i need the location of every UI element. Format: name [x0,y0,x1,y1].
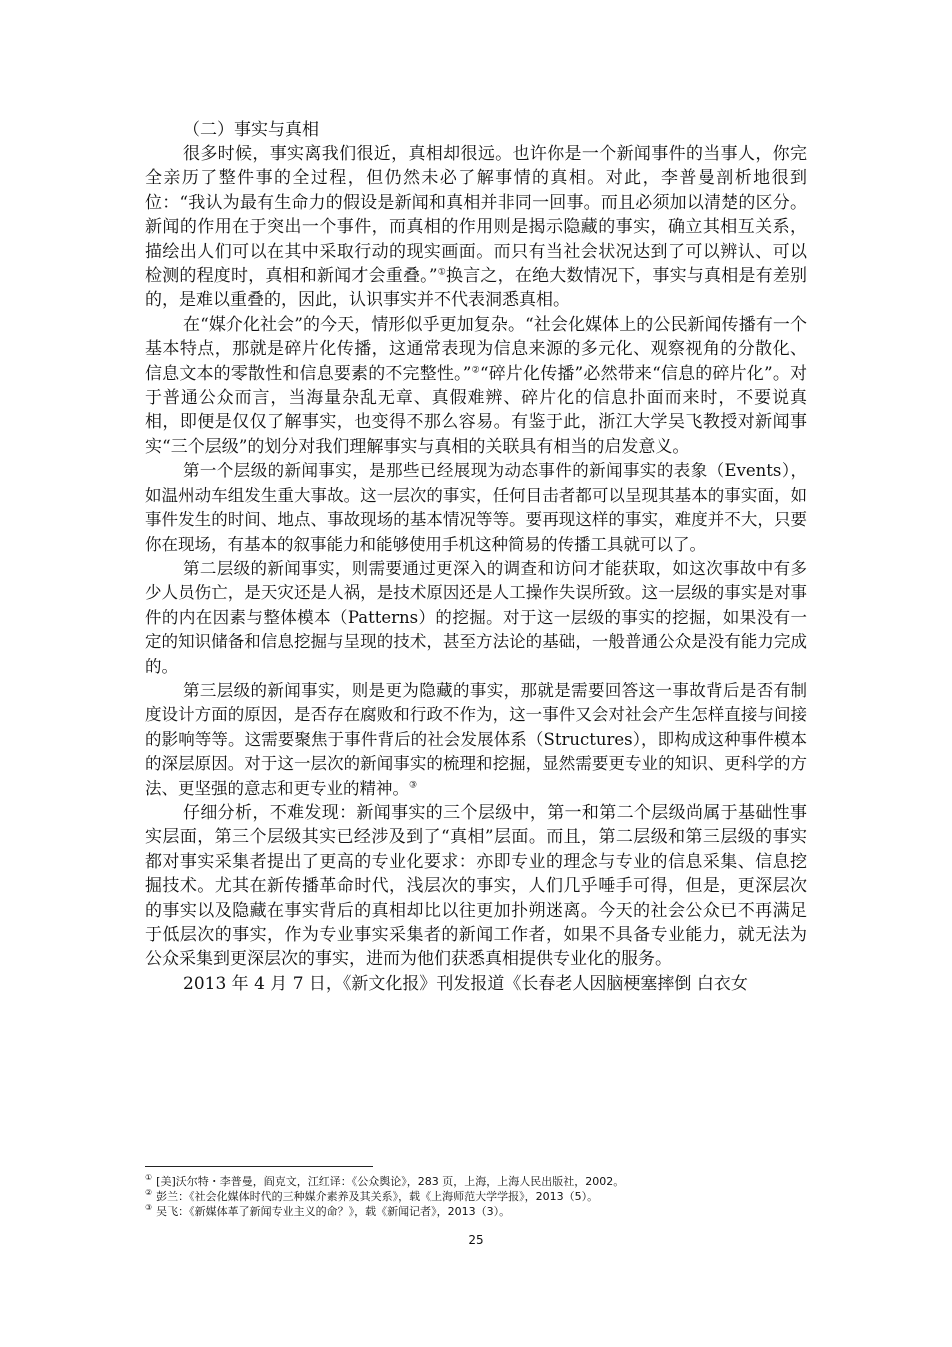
paragraph-text: 第一个层级的新闻事实，是那些已经展现为动态事件的新闻事实的表象（Events），如温州动车组发生重大事故。这一层次的事实，任何目击者都可以呈现其基本的事实面，如事件发生的时间、地点、事故现场的基本情况等等。要再现这样的事实，难度并不大，只要你在现场，有基本的叙事能力和能够使用手机这种简易的传播工具就可以了。 [145,461,807,554]
paragraph-text: 第二层级的新闻事实，则需要通过更深入的调查和访问才能获取，如这次事故中有多少人员伤亡，是天灾还是人祸，是技术原因还是人工操作失误所致。这一层级的事实是对事件的内在因素与整体模本（Patterns）的挖掘。对于这一层级的事实的挖掘，如果没有一定的知识储备和信息挖掘与呈现的技术，甚至方法论的基础，一般普通公众是没有能力完成的。 [145,558,807,676]
paragraph-truth-vs-news [145,142,807,313]
paragraph-text: 很多时候，事实离我们很近，真相却很远。也许你是一个新闻事件的当事人，你完全亲历了整件事的全过程，但仍然未必了解事情的真相。对此，李普曼剖析地很到位：“我认为最有生命力的假设是新闻和真相并非同一回事。而且必须加以清楚的区分。新闻的作用在于突出一个事件，而真相的作用则是揭示隐藏的事实，确立其相互关系，描绘出人们可以在其中采取行动的现实画面。而只有当社会状况达到了可以辨认、可以检测的程度时，真相和新闻才会重叠。” [145,144,807,287]
footnote-1 [145,1174,807,1189]
footnote-mark: ② [145,1188,153,1198]
footnote-mark: ③ [145,1203,153,1213]
paragraph-text-after: 换言之，在绝大数情况下，事实与真相是有差别的，是难以重叠的，因此，认识事实并不代表洞悉真相。 [145,266,807,311]
footnote-3 [145,1204,807,1219]
footnote-text: [美]沃尔特・李普曼，阎克文，江红译：《公众舆论》，283 页，上海，上海人民出版社，2002。 [156,1175,625,1188]
footnotes [145,1174,807,1219]
footnote-text: 彭兰：《社会化媒体时代的三种媒介素养及其关系》，载《上海师范大学学报》，2013（5）。 [156,1190,599,1203]
paragraph-text: 在“媒介化社会”的今天，情形似乎更加复杂。“社会化媒体上的公民新闻传播有一个基本特点，那就是碎片化传播，这通常表现为信息来源的多元化、观察视角的分散化、信息文本的零散性和信息要素的不完整性。” [145,314,807,384]
body-text [145,118,807,996]
paragraph-first-level [145,459,807,557]
paragraph-text: 2013 年 4 月 7 日，《新文化报》刊发报道《长春老人因脑梗塞摔倒 白衣女 [183,973,748,994]
section-heading: （二）事实与真相 [183,120,319,140]
footnote-ref-3[interactable]: ③ [409,780,418,791]
paragraph-fragmentation [145,313,807,459]
page-number: 25 [468,1233,484,1247]
footnote-2 [145,1189,807,1204]
footnote-mark: ① [145,1173,153,1183]
paragraph-second-level [145,557,807,679]
footnote-separator [145,1166,373,1167]
paragraph-case-intro [145,972,807,996]
paragraph-text: 第三层级的新闻事实，则是更为隐藏的事实，那就是需要回答这一事故背后是否有制度设计方面的原因，是否存在腐败和行政不作为，这一事件又会对社会产生怎样直接与间接的影响等等。这需要聚焦于事件背后的社会发展体系（Structures），即构成这种事件模本的深层原因。对于这一层次的新闻事实的梳理和挖掘，显然需要更专业的知识、更科学的方法、更坚强的意志和更专业的精神。 [145,680,807,798]
footnote-ref-1[interactable]: ① [437,267,447,278]
footnote-ref-2[interactable]: ② [471,365,480,375]
footnote-text: 吴飞：《新媒体革了新闻专业主义的命？》，载《新闻记者》，2013（3）。 [156,1205,511,1218]
paragraph-text: 仔细分析，不难发现：新闻事实的三个层级中，第一和第二个层级尚属于基础性事实层面，第三个层级其实已经涉及到了“真相”层面。而且，第二层级和第三层级的事实都对事实采集者提出了更高的专业化要求：亦即专业的理念与专业的信息采集、信息挖掘技术。尤其在新传播革命时代，浅层次的事实，人们几乎唾手可得，但是，更深层次的事实以及隐藏在事实背后的真相却比以往更加扑朔迷离。今天的社会公众已不再满足于低层次的事实，作为专业事实采集者的新闻工作者，如果不具备专业能力，就无法为公众采集到更深层次的事实，进而为他们获悉真相提供专业化的服务。 [145,802,807,970]
paragraph-analysis [145,801,807,972]
paragraph-text-after: “碎片化传播”必然带来“信息的碎片化”。对于普通公众而言，当海量杂乱无章、真假难辨、碎片化的信息扑面而来时，不要说真相，即便是仅仅了解事实，也变得不那么容易。有鉴于此，浙江大学吴飞教授对新闻事实“三个层级”的划分对我们理解事实与真相的关联具有相当的启发意义。 [145,363,807,457]
paragraph-third-level [145,679,807,801]
